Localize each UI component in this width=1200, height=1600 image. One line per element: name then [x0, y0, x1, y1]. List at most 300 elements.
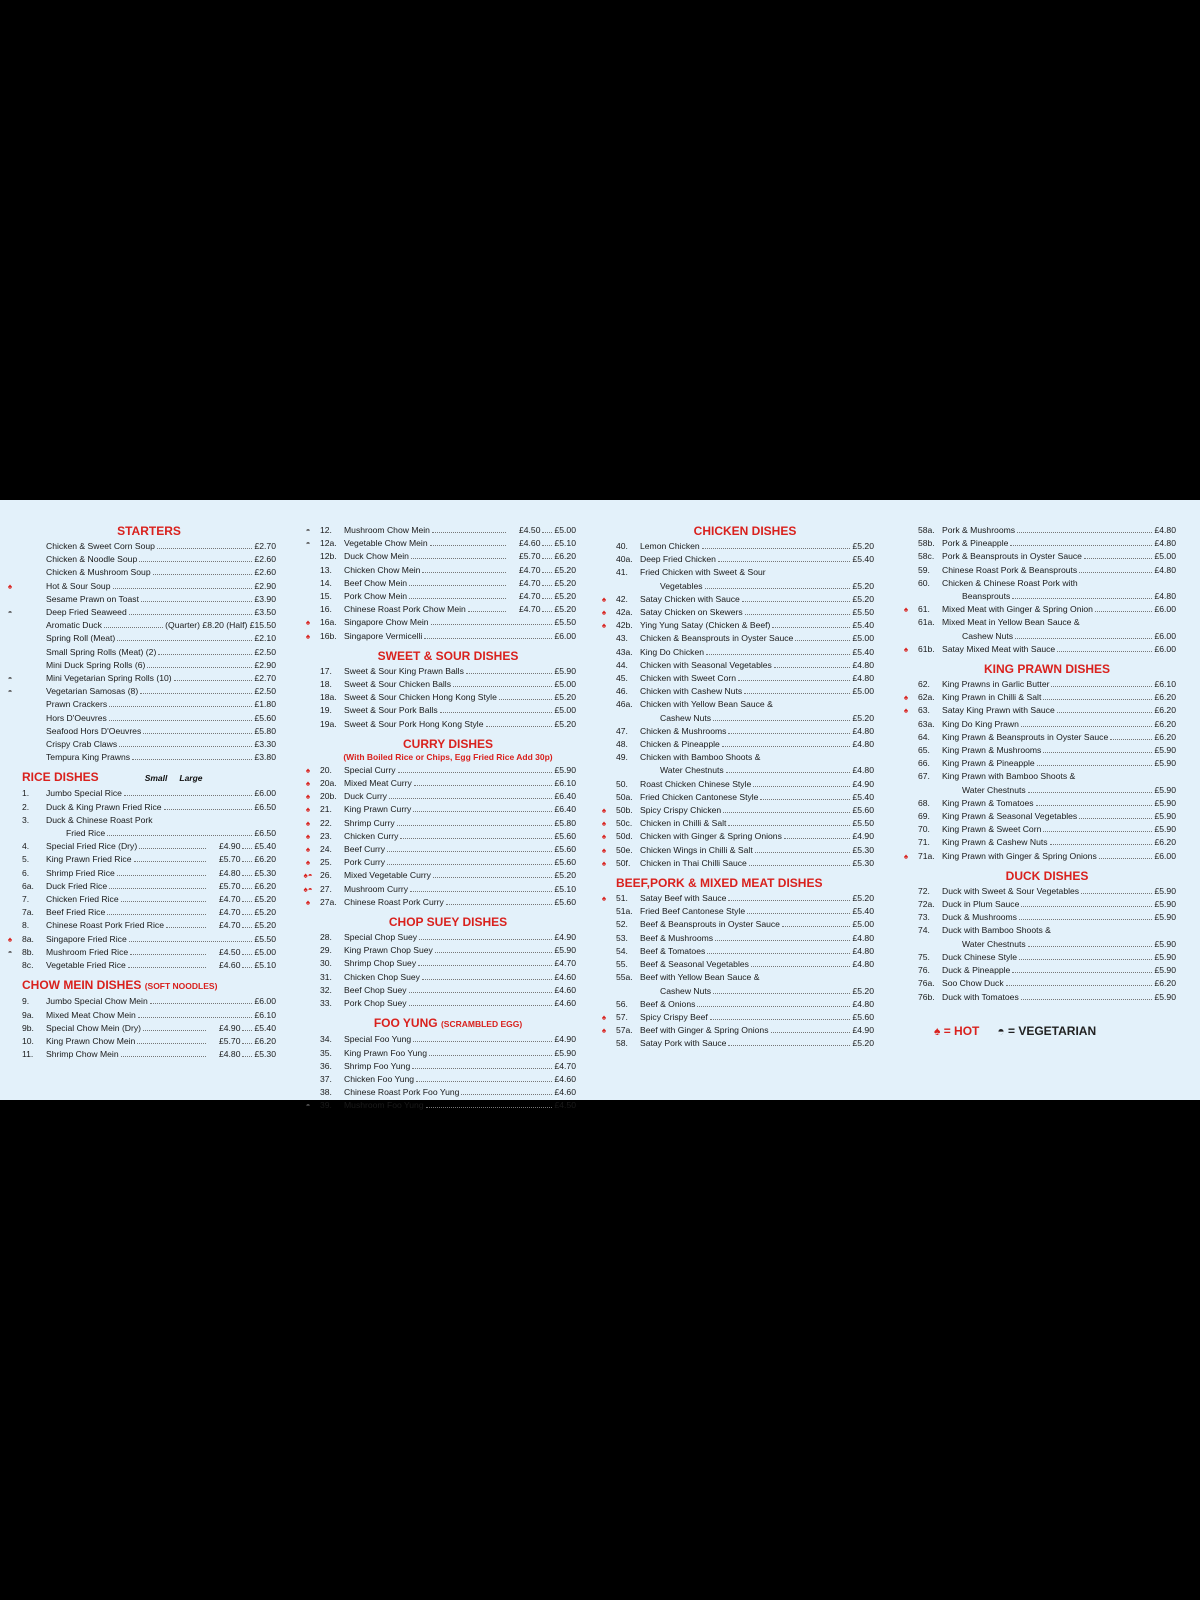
menu-item	[22, 814, 276, 827]
item-name: Beef & Onions	[640, 998, 696, 1009]
menu-item	[918, 977, 1176, 990]
leader-dots	[121, 1056, 207, 1057]
item-price-small: £4.50	[218, 946, 241, 957]
item-price: £5.20	[254, 907, 276, 918]
item-number: 9b.	[22, 1022, 34, 1033]
item-price: £5.60	[852, 1011, 874, 1022]
menu-item	[320, 603, 576, 616]
leader-dots	[429, 1055, 553, 1056]
item-name: Chicken & Noodle Soup	[46, 554, 138, 565]
leader-dots	[1012, 972, 1152, 973]
leader-dots	[435, 952, 553, 953]
item-number: 38.	[320, 1087, 332, 1098]
leader-dots	[697, 1006, 850, 1007]
menu-item	[616, 566, 874, 579]
item-number: 18a.	[320, 692, 337, 703]
item-name: King Prawn & Mushrooms	[942, 745, 1042, 756]
leader-dots	[722, 746, 851, 747]
item-number: 8a.	[22, 933, 34, 944]
item-number: 51.	[616, 893, 628, 904]
menu-item	[22, 1009, 276, 1022]
item-price: £6.40	[554, 791, 576, 802]
item-name: Fried Chicken Cantonese Style	[640, 791, 759, 802]
leader-dots	[107, 835, 252, 836]
item-name: Chicken in Thai Chilli Sauce	[640, 857, 747, 868]
item-price: £4.60	[554, 1073, 576, 1084]
menu-item	[903, 850, 1176, 863]
item-name: Vegetarian Samosas (8)	[46, 686, 139, 697]
item-name: Beef & Mushrooms	[640, 932, 714, 943]
item-name: Satay Chicken on Skewers	[640, 607, 743, 618]
item-price: £5.30	[254, 867, 276, 878]
menu-item	[918, 537, 1176, 550]
item-price: £5.20	[852, 1038, 874, 1049]
menu-item	[616, 738, 874, 751]
item-number: 54.	[616, 945, 628, 956]
mushroom-icon: ◓	[7, 687, 13, 697]
menu-item	[616, 958, 874, 971]
item-name: Beef with Ginger & Spring Onions	[640, 1025, 769, 1036]
item-price: £5.90	[554, 764, 576, 775]
section-note: (With Boiled Rice or Chips, Egg Fried Rice Add 30p)	[343, 751, 553, 762]
item-price: £6.40	[554, 804, 576, 815]
leader-dots	[132, 759, 252, 760]
item-price: £4.80	[852, 945, 874, 956]
menu-item	[616, 791, 874, 804]
chili-pepper-icon: ♠	[305, 618, 311, 628]
item-name: King Prawn Chop Suey	[344, 945, 433, 956]
menu-item	[601, 804, 874, 817]
mushroom-icon: ◓	[305, 526, 311, 535]
leader-dots	[1081, 893, 1152, 894]
menu-item	[903, 603, 1176, 616]
item-price: £5.00	[852, 633, 874, 644]
section-title: CHICKEN DISHES	[693, 524, 797, 538]
item-name: Duck in Plum Sauce	[942, 899, 1020, 910]
leader-dots	[143, 1030, 206, 1031]
item-name: Chicken & Chinese Roast Pork with	[942, 577, 1078, 588]
leader-dots	[121, 901, 207, 902]
item-name: King Prawn in Chilli & Salt	[942, 692, 1042, 703]
item-price: £5.90	[1154, 811, 1176, 822]
leader-dots	[418, 965, 552, 966]
item-number: 27.	[320, 883, 332, 894]
menu-item	[616, 998, 874, 1011]
item-name: Duck & King Prawn Fried Rice	[46, 801, 162, 812]
menu-item	[305, 1099, 576, 1112]
item-price: £4.80	[852, 725, 874, 736]
leader-dots	[174, 680, 253, 681]
hot-veg-icon: ♠◓	[303, 884, 313, 894]
item-name: Beef & Beansprouts in Oyster Sauce	[640, 919, 780, 930]
item-number: 64.	[918, 731, 930, 742]
item-number: 58c.	[918, 551, 935, 562]
item-number: 6.	[22, 867, 30, 878]
leader-dots	[542, 532, 552, 533]
item-number: 40a.	[616, 554, 633, 565]
item-price: £5.60	[254, 712, 276, 723]
item-price: £6.10	[254, 1009, 276, 1020]
leader-dots	[398, 772, 553, 773]
hot-legend-label: = HOT	[943, 1023, 980, 1038]
item-price: £5.00	[554, 679, 576, 690]
item-price: £6.10	[554, 778, 576, 789]
leader-dots	[1057, 712, 1153, 713]
item-name: Sweet & Sour Chicken Balls	[344, 679, 451, 690]
item-number: 62.	[918, 679, 930, 690]
item-name: Deep Fried Chicken	[640, 554, 716, 565]
leader-dots	[542, 572, 552, 573]
item-number: 9a.	[22, 1009, 34, 1020]
item-price: £6.20	[1154, 731, 1176, 742]
chili-pepper-icon: ♠	[601, 594, 607, 604]
chili-pepper-icon: ♠	[601, 621, 607, 631]
leader-dots	[128, 967, 207, 968]
item-name: Beef & Tomatoes	[640, 945, 706, 956]
leader-dots	[242, 1030, 252, 1031]
item-price: £5.90	[554, 1047, 576, 1058]
item-price: £5.80	[254, 725, 276, 736]
chili-pepper-icon: ♠	[903, 644, 909, 654]
leader-dots	[1057, 651, 1152, 652]
chili-pepper-icon: ♠	[305, 765, 311, 775]
item-name: Chicken with Yellow Bean Sauce &	[640, 699, 773, 710]
item-name: Sweet & Sour Pork Balls	[344, 705, 438, 716]
leader-dots	[242, 1056, 252, 1057]
menu-item	[601, 857, 874, 870]
leader-dots	[409, 585, 506, 586]
leader-dots	[728, 900, 850, 901]
leader-dots	[412, 1068, 552, 1069]
item-name: Small Spring Rolls (Meat) (2)	[46, 646, 157, 657]
item-number: 63.	[918, 705, 930, 716]
item-price: £2.70	[254, 673, 276, 684]
item-number: 25.	[320, 857, 332, 868]
leader-dots	[124, 795, 253, 796]
section-title: CHOW MEIN DISHES	[22, 978, 142, 993]
item-name: Mixed Vegetable Curry	[344, 870, 431, 881]
item-number: 2.	[22, 801, 30, 812]
item-number: 37.	[320, 1073, 332, 1084]
item-number: 61b.	[918, 643, 935, 654]
item-price: £4.50	[554, 1100, 576, 1111]
item-number: 15.	[320, 591, 332, 602]
item-price: £5.20	[554, 692, 576, 703]
item-number: 50.	[616, 778, 628, 789]
item-price: £5.90	[1154, 745, 1176, 756]
item-number: 24.	[320, 844, 332, 855]
item-name: Mixed Meat Chow Mein	[46, 1009, 136, 1020]
leader-dots	[1084, 558, 1153, 559]
item-number: 8b.	[22, 946, 34, 957]
item-name: Duck & Chinese Roast Pork	[46, 814, 153, 825]
item-price-small: £4.70	[518, 577, 541, 588]
menu-item	[305, 616, 576, 629]
item-number: 42b.	[616, 620, 633, 631]
item-price: £5.90	[1154, 758, 1176, 769]
menu-item	[320, 577, 576, 590]
leader-dots	[431, 624, 553, 625]
menu-item	[22, 906, 276, 919]
item-number: 58b.	[918, 538, 935, 549]
leader-dots	[710, 1019, 851, 1020]
item-number: 58.	[616, 1038, 628, 1049]
leader-dots	[140, 693, 252, 694]
menu-column-2	[303, 524, 576, 1113]
item-price: £5.90	[1154, 899, 1176, 910]
item-price: £5.30	[852, 857, 874, 868]
menu-item	[918, 630, 1176, 643]
leader-dots	[542, 611, 552, 612]
item-name: Water Chestnuts	[962, 784, 1026, 795]
item-price: £2.50	[254, 646, 276, 657]
item-price: £5.60	[852, 805, 874, 816]
item-name: Fried Rice	[66, 828, 106, 839]
item-price: £5.20	[554, 591, 576, 602]
menu-item	[320, 1033, 576, 1046]
section-title: CHOP SUEY DISHES	[388, 915, 508, 930]
item-number: 20.	[320, 764, 332, 775]
item-name: Special Chop Suey	[344, 932, 418, 943]
item-name: Jumbo Special Rice	[46, 788, 122, 799]
menu-item	[7, 672, 276, 685]
item-name: King Do King Prawn	[942, 718, 1019, 729]
item-price: £5.40	[852, 646, 874, 657]
menu-item	[918, 731, 1176, 744]
menu-item	[305, 830, 576, 843]
item-name: Special Chow Mein (Dry)	[46, 1022, 142, 1033]
leader-dots	[1010, 545, 1152, 546]
item-name: Chicken Fried Rice	[46, 894, 119, 905]
item-price-small: £4.70	[518, 604, 541, 615]
item-price: £6.20	[1154, 705, 1176, 716]
item-number: 59.	[918, 564, 930, 575]
menu-item	[305, 803, 576, 816]
item-price-small: £4.80	[218, 867, 241, 878]
item-name: Roast Chicken Chinese Style	[640, 778, 752, 789]
menu-item	[616, 945, 874, 958]
item-price: £6.00	[254, 996, 276, 1007]
item-price: £2.90	[254, 580, 276, 591]
leader-dots	[749, 865, 851, 866]
item-name: Seafood Hors D'Oeuvres	[46, 725, 142, 736]
leader-dots	[109, 888, 206, 889]
leader-dots	[117, 875, 207, 876]
menu-item	[22, 712, 276, 725]
item-price: £2.50	[254, 686, 276, 697]
item-name: Duck Chinese Style	[942, 951, 1017, 962]
item-price: £5.20	[852, 893, 874, 904]
menu-item	[616, 1037, 874, 1050]
leader-dots	[755, 852, 851, 853]
menu-item	[305, 777, 576, 790]
item-price: £6.20	[254, 1035, 276, 1046]
item-name: Lemon Chicken	[640, 541, 700, 551]
leader-dots	[242, 927, 252, 928]
item-name: Shrimp Chop Suey	[344, 958, 417, 969]
menu-item	[305, 764, 576, 777]
menu-item	[22, 787, 276, 800]
item-number: 50d.	[616, 831, 633, 842]
item-name: Chinese Roast Pork & Beansprouts	[942, 564, 1078, 575]
item-price: £4.80	[852, 765, 874, 776]
item-name: Beef Curry	[344, 844, 386, 855]
item-price: £3.80	[254, 752, 276, 763]
section-heading	[616, 876, 874, 890]
menu-item	[918, 564, 1176, 577]
item-name: Mushroom Curry	[344, 883, 408, 894]
leader-dots	[139, 561, 252, 562]
item-price: £5.00	[852, 919, 874, 930]
leader-dots	[1021, 906, 1152, 907]
chili-pepper-icon: ♠	[601, 1012, 607, 1022]
menu-item	[601, 844, 874, 857]
item-name: Chicken Curry	[344, 830, 399, 841]
item-price: £4.80	[852, 998, 874, 1009]
item-number: 16b.	[320, 630, 337, 641]
menu-item	[22, 619, 276, 632]
item-price: £6.00	[1154, 604, 1176, 615]
item-name: Mini Duck Spring Rolls (6)	[46, 659, 146, 670]
item-price: £5.60	[554, 896, 576, 907]
menu-item	[616, 985, 874, 998]
leader-dots	[702, 548, 851, 549]
menu-item	[616, 905, 874, 918]
menu-item	[918, 757, 1176, 770]
mushroom-icon: ◓	[7, 608, 13, 618]
leader-dots	[751, 966, 851, 967]
menu-item	[918, 964, 1176, 977]
menu-item	[320, 1047, 576, 1060]
item-number: 42.	[616, 593, 628, 604]
item-name: Chicken & Mushroom Soup	[46, 567, 151, 578]
item-name: Spicy Crispy Chicken	[640, 805, 722, 816]
item-number: 18.	[320, 679, 332, 690]
item-name: Cashew Nuts	[660, 985, 712, 996]
item-number: 19a.	[320, 718, 337, 729]
item-price: £4.80	[852, 659, 874, 670]
leader-dots	[242, 954, 252, 955]
chili-pepper-icon: ♠	[903, 706, 909, 716]
item-price: £5.20	[852, 593, 874, 604]
leader-dots	[104, 627, 163, 628]
leader-dots	[409, 598, 506, 599]
leader-dots	[706, 654, 850, 655]
chili-pepper-icon: ♠	[934, 1023, 944, 1038]
menu-item	[22, 827, 276, 840]
menu-item	[616, 659, 874, 672]
item-price: £5.40	[254, 841, 276, 852]
item-price: £5.90	[1154, 784, 1176, 795]
item-price: £5.00	[254, 946, 276, 957]
item-price: £2.10	[254, 633, 276, 644]
item-price: £6.20	[1154, 692, 1176, 703]
leader-dots	[713, 720, 850, 721]
item-name: Beef Chow Mein	[344, 577, 408, 588]
chili-pepper-icon: ♠	[601, 806, 607, 816]
menu-item	[918, 784, 1176, 797]
item-price: £6.50	[254, 828, 276, 839]
item-name: Mixed Meat Curry	[344, 778, 412, 789]
menu-item	[918, 718, 1176, 731]
menu-item	[22, 919, 276, 932]
chili-pepper-icon: ♠	[305, 845, 311, 855]
leader-dots	[1015, 638, 1152, 639]
menu-item	[616, 646, 874, 659]
menu-item	[918, 590, 1176, 603]
item-price-small: £4.70	[218, 894, 241, 905]
item-name: Water Chestnuts	[962, 938, 1026, 949]
item-price: £5.90	[1154, 824, 1176, 835]
chili-pepper-icon: ♠	[305, 792, 311, 802]
chili-pepper-icon: ♠	[601, 858, 607, 868]
menu-item	[320, 957, 576, 970]
item-name: Vegetable Chow Mein	[344, 538, 428, 549]
menu-item	[601, 1024, 874, 1037]
menu-item	[616, 725, 874, 738]
menu-item	[22, 995, 276, 1008]
menu-item	[22, 751, 276, 764]
leader-dots	[1021, 999, 1153, 1000]
item-name: King Prawn Chow Mein	[46, 1035, 136, 1046]
item-name: Singapore Vermicelli	[344, 630, 423, 641]
item-price-small: £5.70	[518, 551, 541, 562]
item-price: £2.60	[254, 554, 276, 565]
chili-pepper-icon: ♠	[601, 894, 607, 904]
section-heading	[616, 524, 874, 538]
item-name: Chicken Chow Mein	[344, 564, 421, 575]
leader-dots	[150, 1003, 253, 1004]
item-name: Sweet & Sour King Prawn Balls	[344, 665, 464, 676]
leader-dots	[416, 1081, 552, 1082]
menu-item	[918, 550, 1176, 563]
item-price: £2.60	[254, 567, 276, 578]
menu-item	[320, 997, 576, 1010]
section-title: DUCK DISHES	[1005, 868, 1089, 883]
item-price: £4.80	[1154, 564, 1176, 575]
menu-item	[616, 698, 874, 711]
item-number: 76.	[918, 965, 930, 976]
leader-dots	[242, 888, 252, 889]
chili-pepper-icon: ♠	[305, 779, 311, 789]
leader-dots	[1019, 959, 1152, 960]
leader-dots	[107, 914, 206, 915]
leader-dots	[760, 799, 850, 800]
item-number: 55.	[616, 959, 628, 970]
mushroom-icon: ◓	[305, 539, 311, 549]
menu-item	[22, 959, 276, 972]
item-name: Duck with Sweet & Sour Vegetables	[942, 885, 1080, 896]
item-number: 69.	[918, 811, 930, 822]
menu-item	[616, 751, 874, 764]
item-number: 50f.	[616, 857, 631, 868]
item-name: Duck & Pineapple	[942, 965, 1011, 976]
chili-pepper-icon: ♠	[7, 581, 13, 591]
leader-dots	[784, 838, 851, 839]
item-name: Chicken Foo Yung	[344, 1073, 415, 1084]
item-price: £5.40	[254, 1022, 276, 1033]
item-price: £6.20	[254, 854, 276, 865]
leader-dots	[772, 627, 850, 628]
leader-dots	[166, 927, 207, 928]
menu-item	[22, 698, 276, 711]
item-name: Chicken Wings in Chilli & Salt	[640, 844, 753, 855]
menu-item	[320, 984, 576, 997]
menu-column-3	[601, 524, 874, 1051]
item-number: 58a.	[918, 525, 935, 535]
item-price: £5.20	[852, 712, 874, 723]
item-number: 4.	[22, 841, 30, 852]
